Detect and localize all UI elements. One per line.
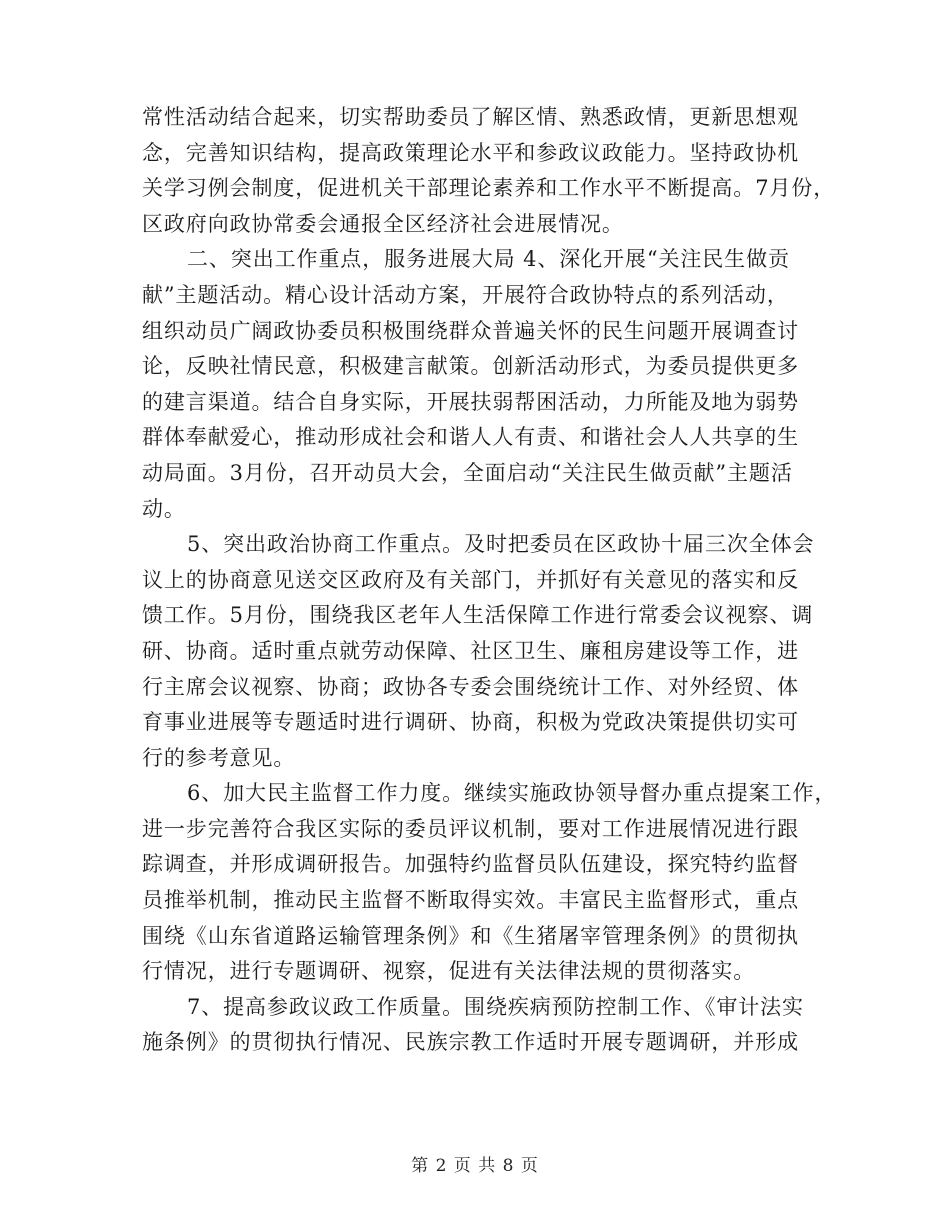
text-line: 二、突出工作重点，服务进展大局 4、深化开展“关注民生做贡: [187, 247, 790, 272]
text-line: 论，反映社情民意，积极建言献策。创新活动形式，为委员提供更多: [142, 354, 799, 379]
text-line: 区政府向政协常委会通报全区经济社会进展情况。: [142, 211, 624, 236]
text-line: 6、加大民主监督工作力度。继续实施政协领导督办重点提案工作，: [187, 781, 837, 806]
text-line: 踪调查，并形成调研报告。加强特约监督员队伍建设，探究特约监督: [142, 852, 799, 877]
text-line: 议上的协商意见送交区政府及有关部门，并抓好有关意见的落实和反: [142, 567, 799, 592]
text-line: 施条例》的贯彻执行情况、民族宗教工作适时开展专题调研，并形成: [142, 1030, 799, 1055]
paragraph-2: [142, 242, 822, 527]
text-line: 群体奉献爱心，推动形成社会和谐人人有责、和谐社会人人共享的生: [142, 425, 799, 450]
text-line: 动局面。3月份，召开动员大会，全面启动“关注民生做贡献”主题活: [142, 460, 793, 485]
paragraph-5: [142, 990, 822, 1061]
text-line: 关学习例会制度，促进机关干部理论素养和工作水平不断提高。7月份，: [142, 176, 836, 201]
document-body: [142, 100, 837, 1061]
paragraph-1: [142, 100, 836, 242]
text-line: 献”主题活动。精心设计活动方案，开展符合政协特点的系列活动，: [142, 282, 789, 307]
text-line: 行的参考意见。: [142, 745, 296, 770]
text-line: 7、提高参政议政工作质量。围绕疾病预防控制工作、《审计法实: [187, 994, 804, 1019]
text-line: 馈工作。5月份，围绕我区老年人生活保障工作进行常委会议视察、调: [142, 603, 814, 628]
text-line: 组织动员广阔政协委员积极围绕群众普遍关怀的民生问题开展调查讨: [142, 318, 799, 343]
text-line: 常性活动结合起来，切实帮助委员了解区情、熟悉政情，更新思想观: [142, 105, 799, 129]
text-line: 5、突出政治协商工作重点。及时把委员在区政协十届三次全体会: [187, 532, 815, 557]
paragraph-4: [142, 776, 837, 990]
text-line: 育事业进展等专题适时进行调研、协商，积极为党政决策提供切实可: [142, 710, 799, 735]
text-line: 行主席会议视察、协商；政协各专委会围绕统计工作、对外经贸、体: [142, 674, 799, 699]
text-line: 动。: [142, 496, 186, 521]
text-line: 的建言渠道。结合自身实际，开展扶弱帮困活动，力所能及地为弱势: [142, 389, 799, 414]
page-footer: [0, 1151, 950, 1176]
text-line: 念，完善知识结构，提高政策理论水平和参政议政能力。坚持政协机: [142, 140, 799, 165]
text-line: 员推举机制，推动民主监督不断取得实效。丰富民主监督形式，重点: [142, 888, 799, 913]
text-line: 进一步完善符合我区实际的委员评议机制，要对工作进展情况进行跟: [142, 816, 799, 841]
page-number: 第 2 页 共 8 页: [411, 1156, 539, 1176]
text-line: 行情况，进行专题调研、视察，促进有关法律法规的贯彻落实。: [142, 959, 756, 984]
text-line: 围绕《山东省道路运输管理条例》和《生猪屠宰管理条例》的贯彻执: [142, 923, 799, 948]
paragraph-3: [142, 527, 822, 776]
text-line: 研、协商。适时重点就劳动保障、社区卫生、廉租房建设等工作，进: [142, 638, 799, 663]
